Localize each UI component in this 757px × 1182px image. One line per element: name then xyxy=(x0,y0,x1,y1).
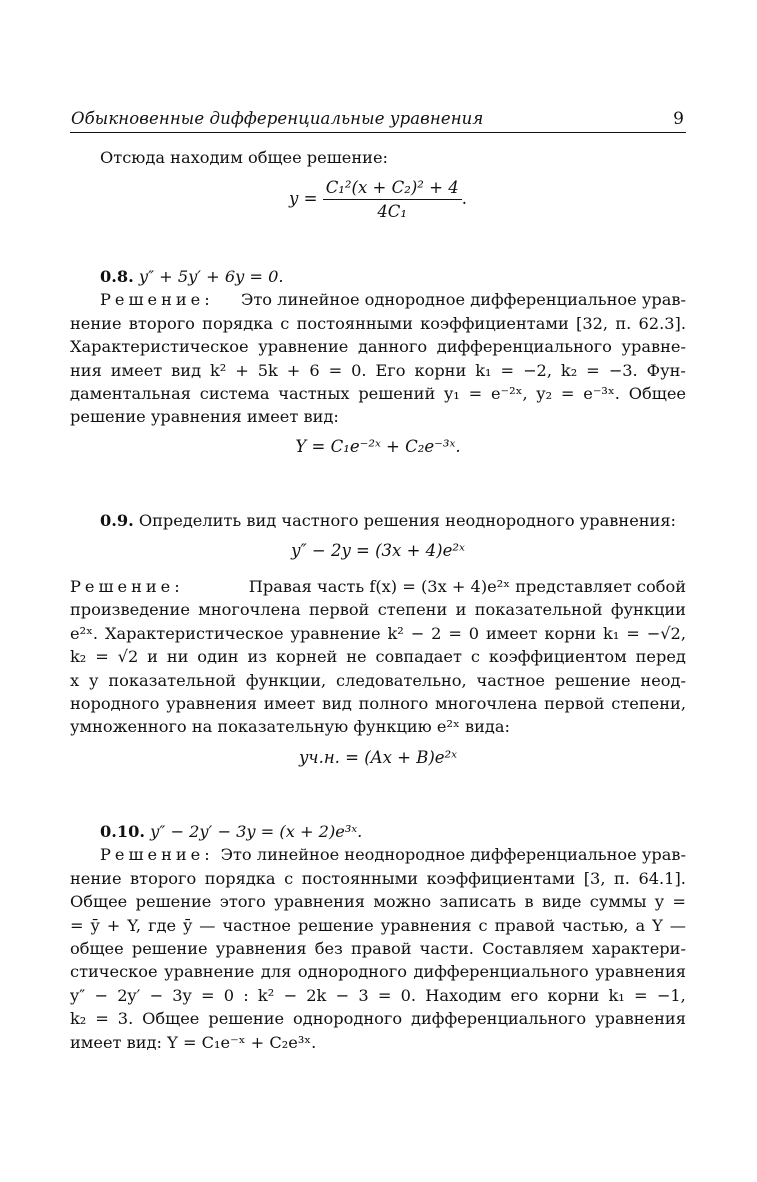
formula-lhs: y = xyxy=(289,189,318,208)
text-line: нение второго порядка с постоянными коэффициентами [3, п. 64.1]. xyxy=(70,868,686,888)
text-line: умноженного на показательную функцию e²ˣ вида: xyxy=(70,717,510,737)
intro-line: Отсюда находим общее решение: xyxy=(100,148,388,167)
solution-label: Решение: xyxy=(100,290,214,310)
text-line: нородного уравнения имеет вид полного многочлена первой степени, xyxy=(70,693,686,713)
text-line: ния имеет вид k² + 5k + 6 = 0. Его корни k₁ = −2, k₂ = −3. Фун- xyxy=(70,360,686,380)
text-line: Общее решение этого уравнения можно записать в виде суммы y = xyxy=(70,892,686,912)
page-header xyxy=(70,108,686,133)
problem-statement: Определить вид частного решения неоднородного уравнения: xyxy=(138,511,677,530)
problem-heading xyxy=(70,265,686,288)
problem-number: 0.10. xyxy=(100,822,146,841)
solution-label: Решение: xyxy=(100,845,214,865)
text-line xyxy=(70,575,686,598)
text-line: x у показательной функции, следовательно, частное решение неод- xyxy=(70,670,686,690)
solution-label: Решение: xyxy=(70,577,184,596)
text-fragment: Это линейное неоднородное дифференциальное урав- xyxy=(220,845,686,865)
problem-0-10 xyxy=(70,820,686,1054)
text-line: решение уравнения имеет вид: xyxy=(70,407,339,427)
text-line: k₂ = 3. Общее решение однородного дифференциального уравнения xyxy=(70,1009,686,1029)
problem-0-8 xyxy=(70,265,686,429)
problem-number: 0.8. xyxy=(100,267,134,286)
text-line: = ȳ + Y, где ȳ — частное решение уравнения с правой частью, а Y — xyxy=(70,915,686,935)
text-line: k₂ = √2 и ни один из корней не совпадает с коэффициентом перед xyxy=(70,647,686,667)
general-solution-formula xyxy=(70,178,686,221)
formula-period: . xyxy=(461,189,467,208)
fundamental-solution-formula: Y = C₁e⁻²ˣ + C₂e⁻³ˣ. xyxy=(295,437,461,456)
text-line: Характеристическое уравнение данного дифференциального уравне- xyxy=(70,337,686,357)
problem-number: 0.9. xyxy=(100,511,134,530)
running-title: Обыкновенные дифференциальные уравнения xyxy=(71,109,484,128)
problem-equation: y″ − 2y = (3x + 4)e²ˣ xyxy=(291,541,465,560)
text-line: имеет вид: Y = C₁e⁻ˣ + C₂e³ˣ. xyxy=(70,1032,317,1052)
intro-paragraph xyxy=(70,146,686,169)
text-line: e²ˣ. Характеристическое уравнение k² − 2 = 0 имеет корни k₁ = −√2, xyxy=(70,623,686,643)
particular-solution-formula: yч.н. = (Ax + B)e²ˣ xyxy=(298,748,458,767)
problem-0-9 xyxy=(70,509,686,532)
text-line: произведение многочлена первой степени и показательной функции xyxy=(70,600,686,620)
problem-heading xyxy=(70,509,686,532)
solution-0-9 xyxy=(70,575,686,739)
fraction-denominator: 4C₁ xyxy=(377,202,408,221)
formula-fraction xyxy=(323,178,462,221)
problem-equation: y″ + 5y′ + 6y = 0. xyxy=(138,267,284,286)
text-line xyxy=(70,288,686,311)
text-line: даментальная система частных решений y₁ = e⁻²ˣ, y₂ = e⁻³ˣ. Общее xyxy=(70,383,686,403)
text-line: нение второго порядка с постоянными коэффициентами [32, п. 62.3]. xyxy=(70,313,686,333)
text-line xyxy=(70,843,686,866)
text-line: y″ − 2y′ − 3y = 0 : k² − 2k − 3 = 0. Находим его корни k₁ = −1, xyxy=(70,985,686,1005)
problem-heading xyxy=(70,820,686,843)
text-line: стическое уравнение для однородного дифференциального уравнения xyxy=(70,962,686,982)
text-line: общее решение уравнения без правой части. Составляем характери- xyxy=(70,938,686,958)
problem-equation: y″ − 2y′ − 3y = (x + 2)e³ˣ. xyxy=(150,822,363,841)
fraction-numerator: C₁²(x + C₂)² + 4 xyxy=(323,178,462,200)
page-number: 9 xyxy=(673,109,684,129)
text-fragment: Это линейное однородное дифференциальное урав- xyxy=(240,290,686,310)
text-fragment: Правая часть f(x) = (3x + 4)e²ˣ представляет собой xyxy=(248,577,686,596)
